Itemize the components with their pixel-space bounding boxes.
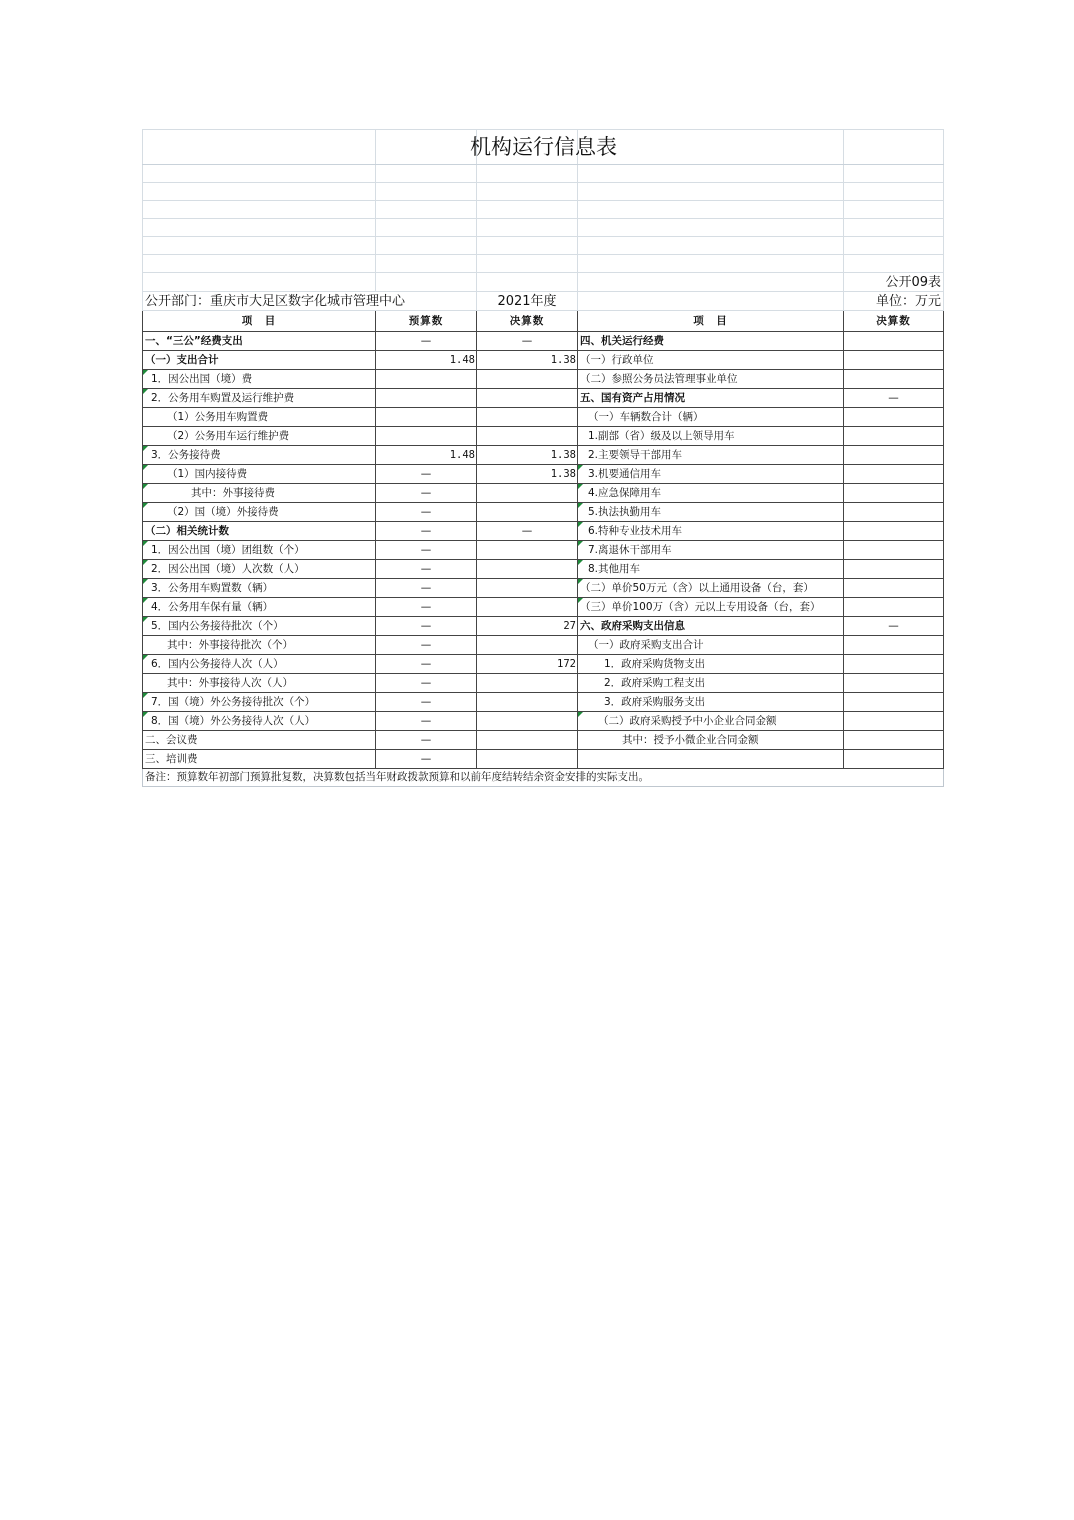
row-final-right	[844, 332, 944, 351]
row-final-right: —	[844, 617, 944, 636]
row-final-right	[844, 712, 944, 731]
footnote: 备注：预算数年初部门预算批复数，决算数包括当年财政拨款预算和以前年度结转结余资金安排的实际支出。	[143, 769, 944, 787]
table-row	[143, 351, 944, 370]
row-item-right: 五、国有资产占用情况	[578, 389, 844, 408]
row-budget: —	[376, 712, 477, 731]
row-final	[477, 503, 578, 522]
row-item: 二、会议费	[143, 731, 376, 750]
row-final	[477, 731, 578, 750]
row-final-right	[844, 484, 944, 503]
row-item: 其中：外事接待人次（人）	[143, 674, 376, 693]
table-row	[143, 427, 944, 446]
table-row	[143, 484, 944, 503]
table-row	[143, 693, 944, 712]
row-final: 1.38	[477, 465, 578, 484]
row-final-right	[844, 503, 944, 522]
row-item: 3．公务用车购置数（辆）	[143, 579, 376, 598]
header-item: 项 目	[143, 311, 376, 332]
row-final-right	[844, 750, 944, 769]
row-budget	[376, 370, 477, 389]
row-final	[477, 598, 578, 617]
header-final-right: 决算数	[844, 311, 944, 332]
row-item-right: （一）行政单位	[578, 351, 844, 370]
row-item-right: 6.特种专业技术用车	[578, 522, 844, 541]
row-item-right: （二）单价50万元（含）以上通用设备（台，套）	[578, 579, 844, 598]
header-final: 决算数	[477, 311, 578, 332]
table-row	[143, 617, 944, 636]
header-item-right: 项 目	[578, 311, 844, 332]
department-label: 公开部门：重庆市大足区数字化城市管理中心	[143, 292, 477, 311]
row-final-right	[844, 427, 944, 446]
row-budget: —	[376, 541, 477, 560]
row-final-right	[844, 560, 944, 579]
row-final-right: —	[844, 389, 944, 408]
row-final-right	[844, 636, 944, 655]
row-budget: —	[376, 693, 477, 712]
header-budget: 预算数	[376, 311, 477, 332]
table-row	[143, 522, 944, 541]
row-item-right: （二）政府采购授予中小企业合同金额	[578, 712, 844, 731]
row-final-right	[844, 351, 944, 370]
table-row	[143, 465, 944, 484]
row-item-right: 六、政府采购支出信息	[578, 617, 844, 636]
table-row	[143, 731, 944, 750]
row-final-right	[844, 598, 944, 617]
table-row	[143, 655, 944, 674]
row-budget: 1.48	[376, 446, 477, 465]
row-final	[477, 370, 578, 389]
row-final: —	[477, 522, 578, 541]
row-item-right: 2．政府采购工程支出	[578, 674, 844, 693]
row-item-right: （一）政府采购支出合计	[578, 636, 844, 655]
row-item-right: 1．政府采购货物支出	[578, 655, 844, 674]
row-item: 7．国（境）外公务接待批次（个）	[143, 693, 376, 712]
table-row	[143, 674, 944, 693]
row-item: 其中：外事接待费	[143, 484, 376, 503]
row-item: 5．国内公务接待批次（个）	[143, 617, 376, 636]
row-final: 1.38	[477, 446, 578, 465]
row-item: 一、“三公”经费支出	[143, 332, 376, 351]
row-item-right: （三）单价100万（含）元以上专用设备（台，套）	[578, 598, 844, 617]
row-item-right: 1.副部（省）级及以上领导用车	[578, 427, 844, 446]
row-budget	[376, 408, 477, 427]
row-final-right	[844, 541, 944, 560]
row-item: 其中：外事接待批次（个）	[143, 636, 376, 655]
row-final-right	[844, 579, 944, 598]
table-row	[143, 598, 944, 617]
report-sheet	[142, 129, 943, 787]
row-item: 2．因公出国（境）人次数（人）	[143, 560, 376, 579]
row-final-right	[844, 522, 944, 541]
fiscal-year: 2021年度	[477, 292, 578, 311]
unit-label: 单位：万元	[844, 292, 944, 311]
row-item-right: 8.其他用车	[578, 560, 844, 579]
row-budget	[376, 389, 477, 408]
table-row	[143, 636, 944, 655]
row-item: （2）国（境）外接待费	[143, 503, 376, 522]
table-row	[143, 389, 944, 408]
row-final	[477, 427, 578, 446]
row-item-right: （二）参照公务员法管理事业单位	[578, 370, 844, 389]
row-final-right	[844, 731, 944, 750]
row-item-right: 四、机关运行经费	[578, 332, 844, 351]
table-row	[143, 503, 944, 522]
row-budget: —	[376, 617, 477, 636]
row-final-right	[844, 408, 944, 427]
row-item-right: 5.执法执勤用车	[578, 503, 844, 522]
row-item: （2）公务用车运行维护费	[143, 427, 376, 446]
row-budget: —	[376, 579, 477, 598]
row-item: （1）国内接待费	[143, 465, 376, 484]
table-number: 公开09表	[844, 273, 944, 292]
row-final: 172	[477, 655, 578, 674]
row-budget: 1.48	[376, 351, 477, 370]
row-final	[477, 693, 578, 712]
table-row	[143, 712, 944, 731]
row-item: （1）公务用车购置费	[143, 408, 376, 427]
row-budget: —	[376, 636, 477, 655]
row-final	[477, 484, 578, 503]
row-item: 8．国（境）外公务接待人次（人）	[143, 712, 376, 731]
row-item-right: （一）车辆数合计（辆）	[578, 408, 844, 427]
page-title: 机构运行信息表	[470, 135, 617, 159]
row-budget	[376, 427, 477, 446]
row-final	[477, 541, 578, 560]
table-row	[143, 579, 944, 598]
table-row	[143, 541, 944, 560]
row-item: 4．公务用车保有量（辆）	[143, 598, 376, 617]
row-final	[477, 712, 578, 731]
row-budget: —	[376, 750, 477, 769]
institution-operation-table	[142, 129, 944, 787]
row-budget: —	[376, 332, 477, 351]
row-budget: —	[376, 560, 477, 579]
row-budget: —	[376, 655, 477, 674]
header-row	[143, 311, 944, 332]
row-final-right	[844, 446, 944, 465]
row-item-right: 3．政府采购服务支出	[578, 693, 844, 712]
row-item: 3．公务接待费	[143, 446, 376, 465]
row-final-right	[844, 693, 944, 712]
row-item: （二）相关统计数	[143, 522, 376, 541]
row-final-right	[844, 370, 944, 389]
row-final: —	[477, 332, 578, 351]
row-budget: —	[376, 484, 477, 503]
row-budget: —	[376, 522, 477, 541]
table-row	[143, 408, 944, 427]
row-budget: —	[376, 598, 477, 617]
row-final-right	[844, 465, 944, 484]
row-final: 27	[477, 617, 578, 636]
row-item-right: 其中：授予小微企业合同金额	[578, 731, 844, 750]
row-final: 1.38	[477, 351, 578, 370]
row-budget: —	[376, 731, 477, 750]
row-budget: —	[376, 503, 477, 522]
table-row	[143, 446, 944, 465]
row-item-right: 7.离退休干部用车	[578, 541, 844, 560]
row-final-right	[844, 674, 944, 693]
row-budget: —	[376, 674, 477, 693]
row-final-right	[844, 655, 944, 674]
row-final	[477, 674, 578, 693]
row-item: （一）支出合计	[143, 351, 376, 370]
row-item: 6．国内公务接待人次（人）	[143, 655, 376, 674]
row-final	[477, 408, 578, 427]
row-item: 2．公务用车购置及运行维护费	[143, 389, 376, 408]
row-item-right: 3.机要通信用车	[578, 465, 844, 484]
table-row	[143, 332, 944, 351]
row-budget: —	[376, 465, 477, 484]
row-final	[477, 389, 578, 408]
table-row	[143, 560, 944, 579]
table-row	[143, 750, 944, 769]
row-final	[477, 750, 578, 769]
row-final	[477, 636, 578, 655]
row-item-right: 4.应急保障用车	[578, 484, 844, 503]
row-final	[477, 579, 578, 598]
row-item: 1．因公出国（境）团组数（个）	[143, 541, 376, 560]
row-item-right	[578, 750, 844, 769]
row-item-right: 2.主要领导干部用车	[578, 446, 844, 465]
row-final	[477, 560, 578, 579]
table-row	[143, 370, 944, 389]
row-item: 1．因公出国（境）费	[143, 370, 376, 389]
row-item: 三、培训费	[143, 750, 376, 769]
